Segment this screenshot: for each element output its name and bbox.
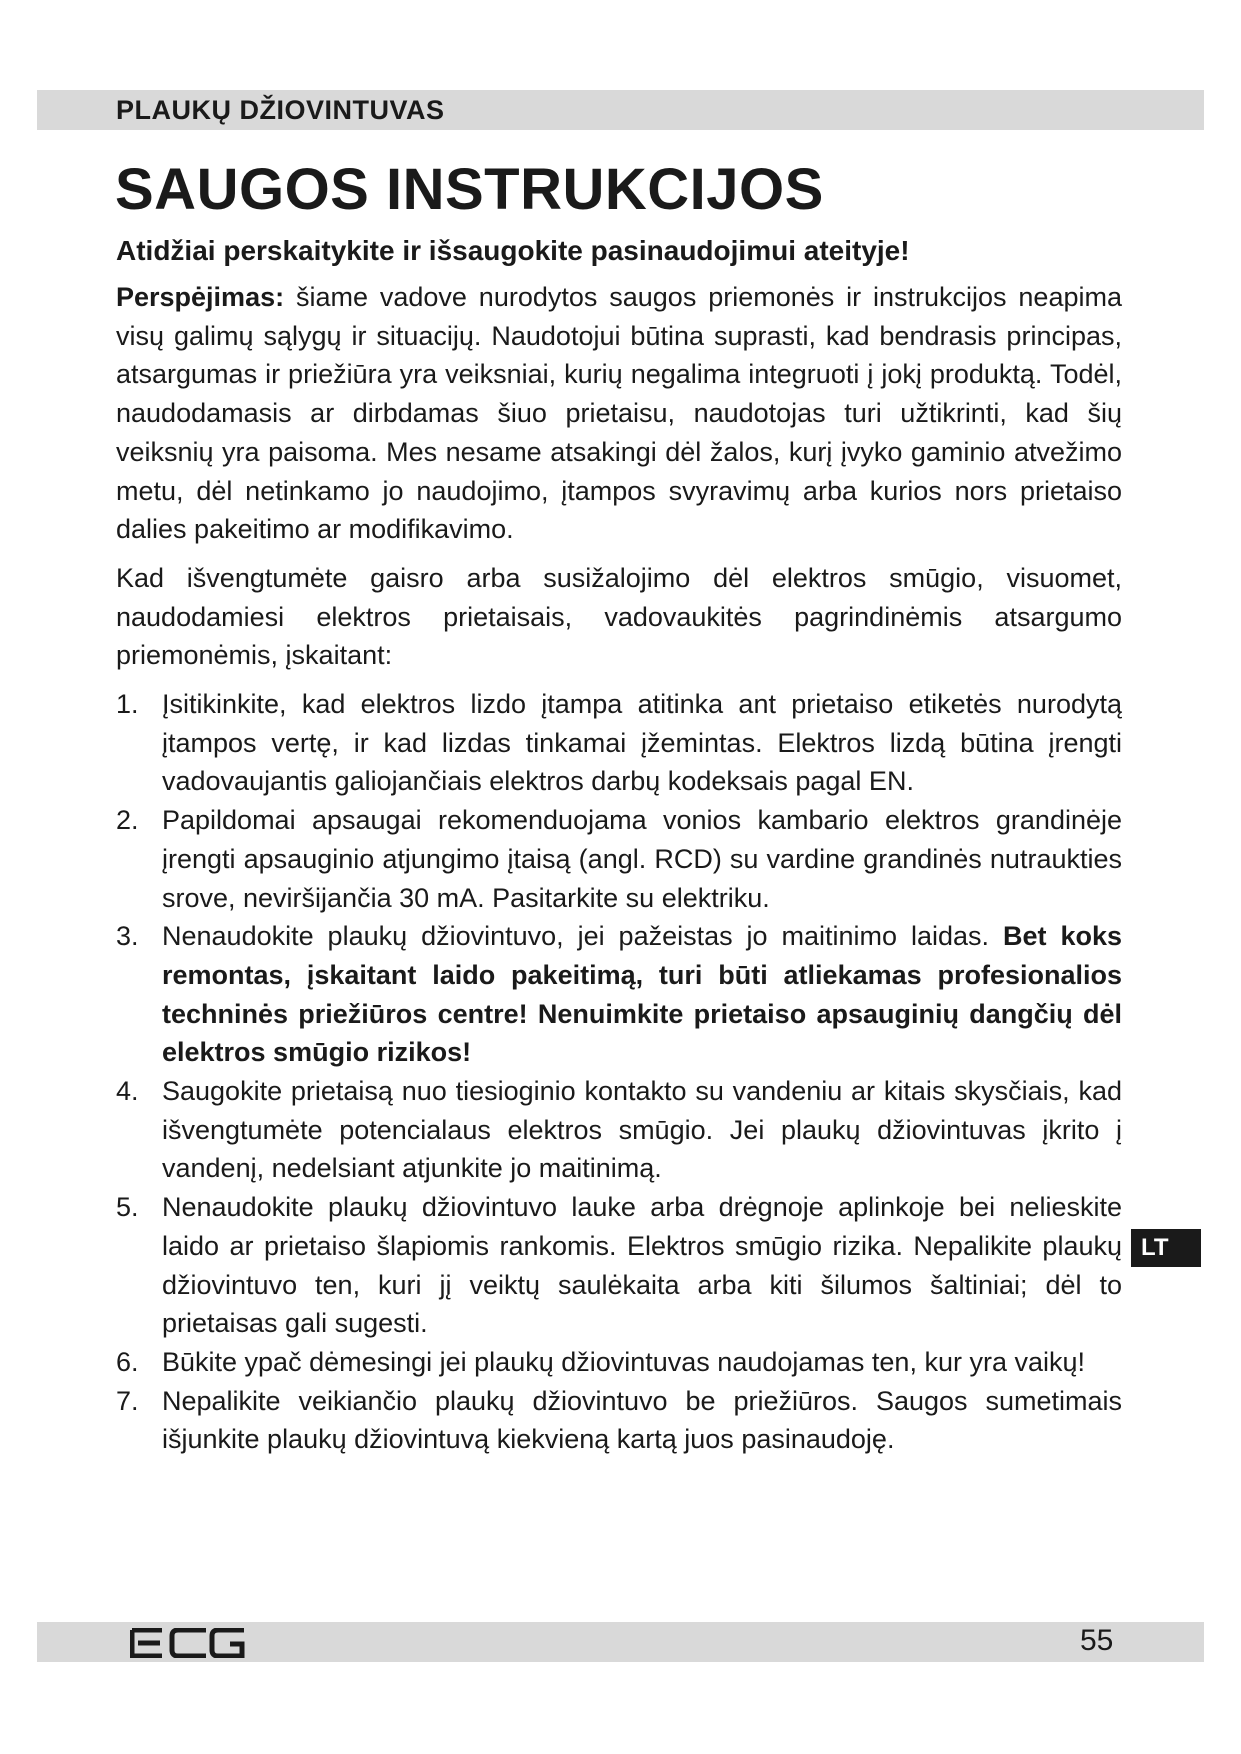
- item-number: 6.: [116, 1346, 139, 1377]
- warning-label: Perspėjimas:: [116, 282, 285, 312]
- list-item: [116, 1382, 1122, 1459]
- list-item: [116, 1343, 1122, 1382]
- item-text: Nepalikite veikiančio plaukų džiovintuvo be priežiūros. Saugos sumetimais išjunkite plaukų džiovintuvą kiekvieną kartą juos pasinaudoję.: [162, 1385, 1122, 1455]
- list-item: [116, 801, 1122, 917]
- item-text: Būkite ypač dėmesingi jei plaukų džiovintuvas naudojamas ten, kur yra vaikų!: [162, 1346, 1085, 1377]
- language-tab: LT: [1131, 1229, 1201, 1267]
- item-text: Įsitikinkite, kad elektros lizdo įtampa atitinka ant prietaiso etiketės nurodytą įtampos vertę, ir kad lizdas tinkamai įžemintas. Elektros lizdą būtina įrengti vadovaujantis galiojančiais elektros darbų kodeksais pagal EN.: [162, 689, 1122, 797]
- item-number: 2.: [116, 805, 139, 836]
- ecg-logo-icon: [130, 1628, 246, 1658]
- intro-paragraph: Kad išvengtumėte gaisro arba susižalojimo dėl elektros smūgio, visuomet, naudodamiesi elektros prietaisais, vadovaukitės pagrindinėmis atsargumo priemonėmis, įskaitant:: [116, 562, 1122, 671]
- subtitle: Atidžiai perskaitykite ir išsaugokite pasinaudojimui ateityje!: [116, 235, 910, 266]
- page-title: SAUGOS INSTRUKCIJOS: [115, 157, 824, 222]
- item-number: 3.: [116, 921, 139, 952]
- item-text: Saugokite prietaisą nuo tiesioginio kontakto su vandeniu ar kitais skysčiais, kad išvengtumėte potencialaus elektros smūgio. Jei plaukų džiovintuvas įkrito į vandenį, nedelsiant atjunkite jo maitinimą.: [162, 1076, 1122, 1184]
- list-item: [116, 917, 1122, 1072]
- list-item: [116, 685, 1122, 801]
- list-item: [116, 1188, 1122, 1343]
- warning-text: šiame vadove nurodytos saugos priemonės ir instrukcijos neapima visų galimų sąlygų ir situacijų. Naudotojui būtina suprasti, kad bendrasis principas, atsargumas ir priežiūra yra veiksniai, kurių negalima integruoti į jokį produktą. Todėl, naudodamasis ar dirbdamas šiuo prietaisu, naudotojas turi užtikrinti, kad šių veiksnių yra paisoma. Mes nesame atsakingi dėl žalos, kurį įvyko gaminio atvežimo metu, dėl netinkamo jo naudojimo, įtampos svyravimų arba kurios nors prietaiso dalies pakeitimo ar modifikavimo.: [116, 282, 1122, 545]
- item-text: Nenaudokite plaukų džiovintuvo lauke arba drėgnoje aplinkoje bei nelieskite laido ar prietaiso šlapiomis rankomis. Elektros smūgio rizika. Nepalikite plaukų džiovintuvo ten, kuri jį veiktų saulėkaita arba kiti šilumos šaltiniai; dėl to prietaisas gali sugesti.: [162, 1192, 1122, 1339]
- item-text: Papildomai apsaugai rekomenduojama vonios kambario elektros grandinėje įrengti apsauginio atjungimo įtaisą (angl. RCD) su vardine grandinės nutraukties srove, neviršijančia 30 mA. Pasitarkite su elektriku.: [162, 805, 1122, 913]
- item-number: 4.: [116, 1076, 139, 1107]
- content: [116, 232, 1122, 1459]
- safety-list: [116, 685, 1122, 1459]
- warning-paragraph: [116, 278, 1122, 549]
- list-item: [116, 1072, 1122, 1188]
- item-text: Nenaudokite plaukų džiovintuvo, jei pažeistas jo maitinimo laidas.: [162, 921, 1003, 952]
- item-number: 1.: [116, 689, 139, 720]
- item-bold-text: Bet koks remontas, įskaitant laido pakeitimą, turi būti atliekamas profesionalios techninės priežiūros centre! Nenuimkite prietaiso apsauginių dangčių dėl elektros smūgio rizikos!: [162, 921, 1122, 1068]
- item-number: 7.: [116, 1385, 139, 1416]
- ecg-logo: [130, 1628, 246, 1663]
- item-number: 5.: [116, 1192, 139, 1223]
- section-title: PLAUKŲ DŽIOVINTUVAS: [116, 95, 445, 125]
- page-number: 55: [1080, 1624, 1114, 1657]
